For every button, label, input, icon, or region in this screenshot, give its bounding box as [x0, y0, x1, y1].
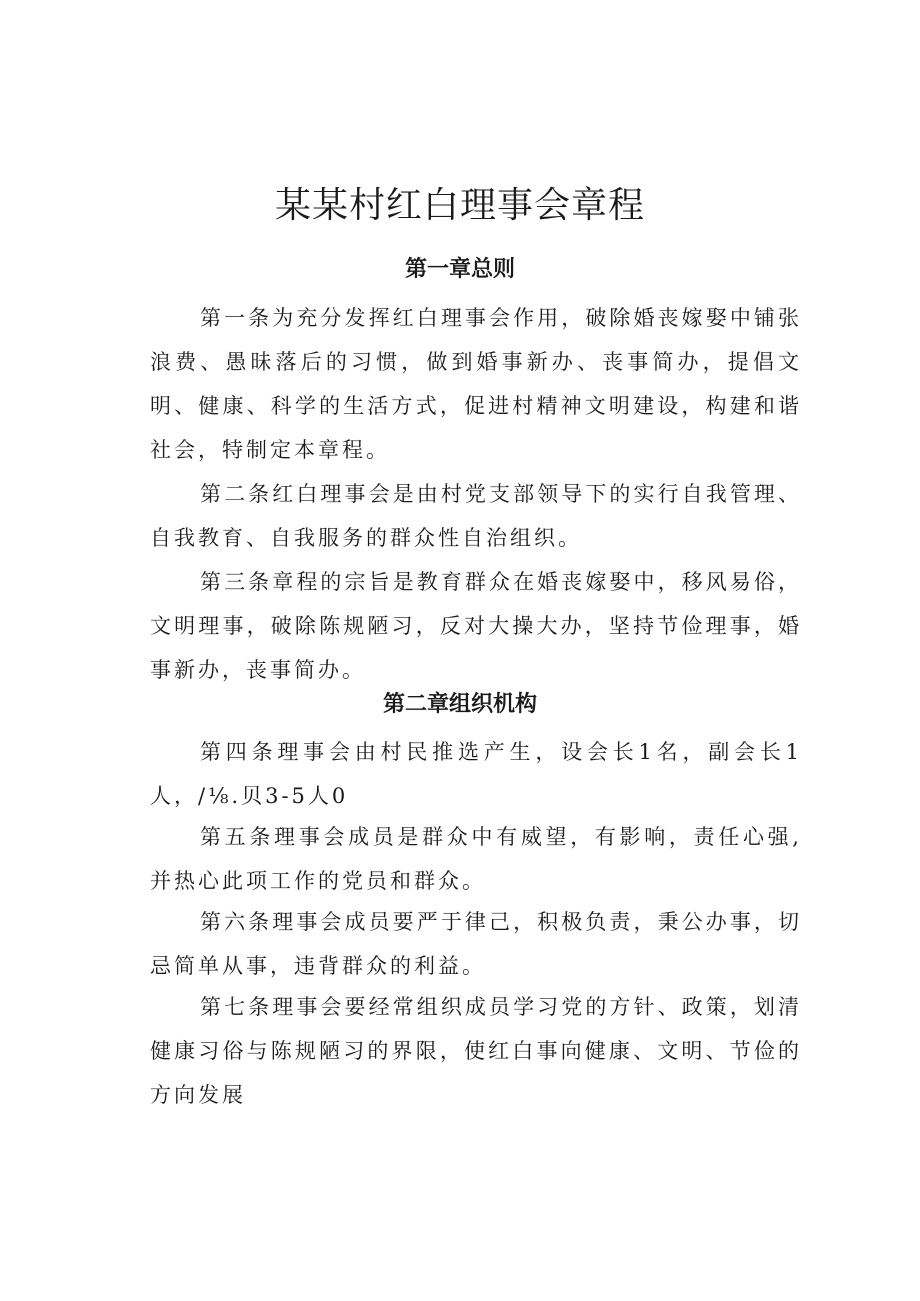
- document-title: 某某村红白理事会章程: [274, 185, 645, 227]
- chapter-heading: 第一章总则: [404, 257, 515, 282]
- article-6: 第六条理事会成员要严于律己，积极负责，秉公办事，切忌简单从事，违背群众的利益。: [150, 910, 802, 978]
- article-7: 第七条理事会要经常组织成员学习党的方针、政策，划清健康习俗与陈规陋习的界限，使红白事向健康、文明、节俭的方向发展: [150, 995, 802, 1107]
- article-1: 第一条为充分发挥红白理事会作用，破除婚丧嫁娶中铺张浪费、愚昧落后的习惯，做到婚事新办、丧事简办，提倡文明、健康、科学的生活方式，促进村精神文明建设，构建和谐社会，特制定本章程。: [150, 306, 802, 462]
- article-2: 第二条红白理事会是由村党支部领导下的实行自我管理、自我教育、自我服务的群众性自治组织。: [150, 482, 802, 550]
- article-3: 第三条章程的宗旨是教育群众在婚丧嫁娶中，移风易俗，文明理事，破除陈规陋习，反对大操大办，坚持节俭理事，婚事新办，丧事简办。: [150, 570, 802, 682]
- article-5: 第五条理事会成员是群众中有威望，有影响，责任心强,并热心此项工作的党员和群众。: [150, 825, 802, 893]
- chapter-heading: 第二章组织机构: [382, 692, 537, 717]
- article-4: 第四条理事会由村民推选产生，设会长1名，副会长1人，/⅛.贝3-5人0: [150, 740, 802, 808]
